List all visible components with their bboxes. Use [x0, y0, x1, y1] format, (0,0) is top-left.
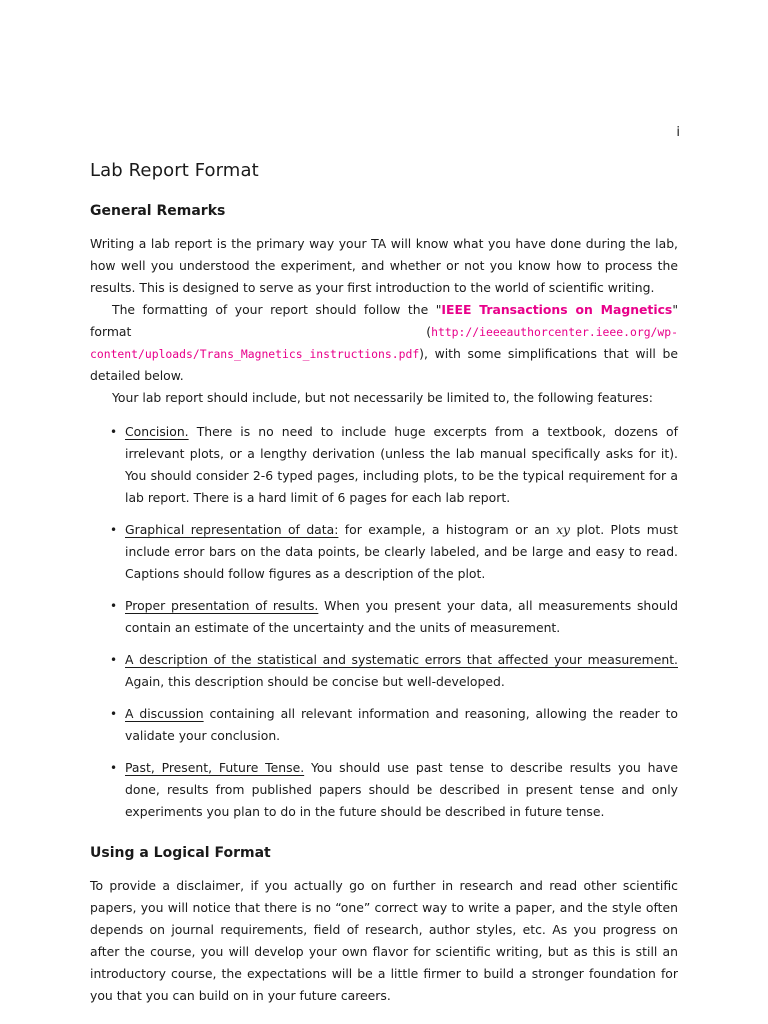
paragraph-intro: Writing a lab report is the primary way your TA will know what you have done during the lab, how well you understood the experiment, and whether or not you know how to process the results. This is designed to serve as your first introduction to the world of scientific writing. — [90, 236, 678, 295]
feature-text: There is no need to include huge excerpts from a textbook, dozens of irrelevant plots, or a lengthy derivation (unless the lab manual specifically asks for it). You should consider 2-6 typed pages, including plots, to be the typical requirement for a lab report. There is a hard limit of 6 pages for each lab report. — [125, 424, 678, 505]
list-item — [90, 703, 678, 747]
list-item — [90, 421, 678, 509]
feature-label: Past, Present, Future Tense. — [125, 760, 305, 775]
bullet-icon: • — [110, 599, 118, 613]
paragraph-formatting — [90, 299, 678, 387]
bullet-icon: • — [110, 425, 118, 439]
feature-text: plot. Plots must include error bars on the data points, be clearly labeled, and be large and easy to read. Captions should follow figures as a description of the plot. — [125, 522, 678, 581]
formatting-text-middle: " format ( — [90, 302, 679, 339]
list-item — [90, 649, 678, 693]
feature-label: A discussion — [125, 706, 204, 721]
feature-text: You should use past tense to describe results you have done, results from published papers should be described in present tense and only experiments you plan to do in the future should be described in future tense. — [125, 760, 678, 819]
bullet-icon: • — [110, 761, 118, 775]
list-item — [90, 595, 678, 639]
feature-text: When you present your data, all measurements should contain an estimate of the uncertainty and the units of measurement. — [125, 598, 679, 635]
ieee-link[interactable]: IEEE Transactions on Magnetics — [441, 302, 673, 317]
feature-label: A description of the statistical and systematic errors that affected your measurement. — [125, 652, 678, 667]
section-heading-logical-format: Using a Logical Format — [90, 845, 271, 861]
feature-text: for example, a histogram or an — [338, 522, 557, 537]
list-item — [90, 519, 678, 585]
bullet-icon: • — [110, 653, 118, 667]
ieee-url-link[interactable]: http://ieeeauthorcenter.ieee.org/wp-content/uploads/Trans_Magnetics_instructions.pdf — [90, 325, 678, 361]
bullet-icon: • — [110, 707, 118, 721]
feature-label: Graphical representation of data: — [125, 522, 339, 537]
formatting-text-before: The formatting of your report should follow the " — [112, 302, 442, 317]
feature-text: Again, this description should be concise but well-developed. — [125, 674, 505, 689]
document-body — [90, 158, 678, 1007]
feature-math: xy — [556, 522, 571, 537]
bullet-icon: • — [110, 523, 118, 537]
list-item — [90, 757, 678, 823]
section-heading-general-remarks: General Remarks — [90, 203, 226, 219]
page-number: i — [676, 125, 680, 140]
formatting-text-after: ), with some simplifications that will be detailed below. — [90, 346, 678, 383]
paragraph-features-intro: Your lab report should include, but not necessarily be limited to, the following features: — [112, 390, 653, 405]
feature-label: Concision. — [125, 424, 189, 439]
feature-text: containing all relevant information and reasoning, allowing the reader to validate your conclusion. — [125, 706, 679, 743]
paragraph-disclaimer: To provide a disclaimer, if you actually go on further in research and read other scientific papers, you will notice that there is no “one” correct way to write a paper, and the style often depends on journal requirements, field of research, author styles, etc. As you progress on after the course, you will develop your own flavor for scientific writing, but as this is still an introductory course, the expectations will be a little firmer to build a stronger foundation for you that you can build on in your future careers. — [90, 878, 678, 1003]
feature-label: Proper presentation of results. — [125, 598, 319, 613]
features-list — [90, 421, 678, 823]
page-title: Lab Report Format — [90, 160, 259, 181]
